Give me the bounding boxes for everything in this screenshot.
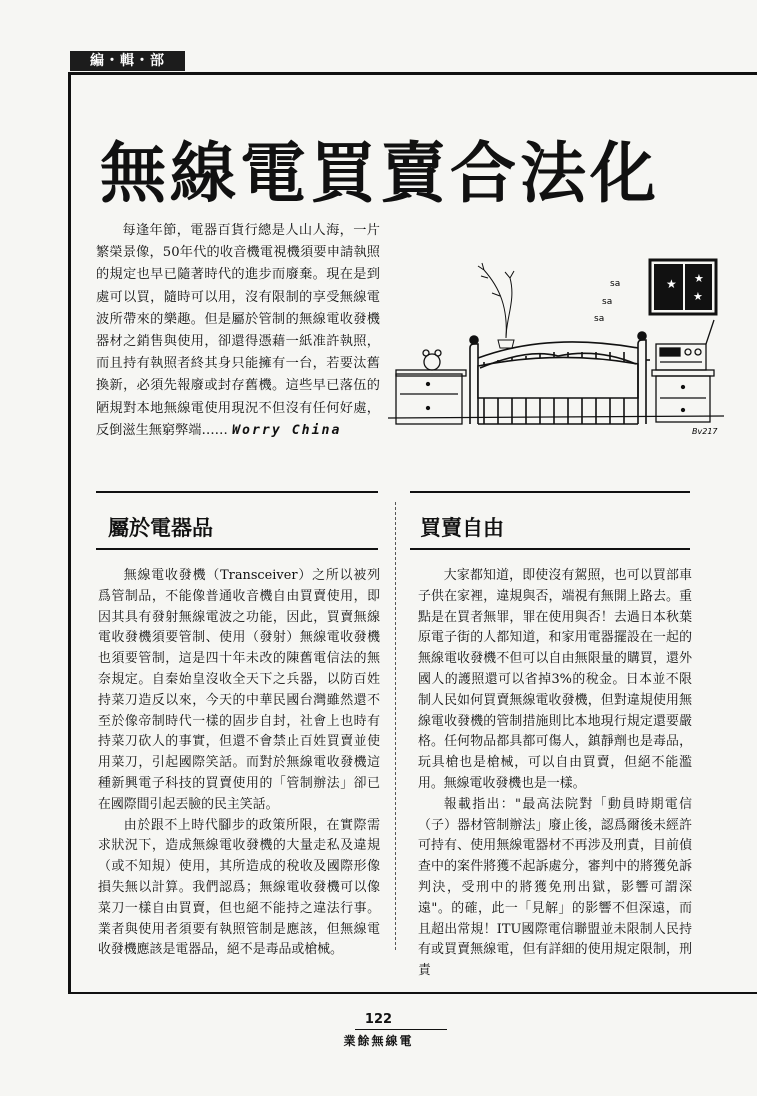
night-window xyxy=(650,260,716,314)
right-paragraph: 報載指出："最高法院對「動員時期電信（子）器材管制辦法」廢止後，認爲爾後未經許可持有、使用無線電器材不再涉及刑責，目前偵查中的案件將獲不起訴處分，審判中的將獲免訴判決，受刑中的將獲免刑出獄，影響可謂深遠"。的確，此一「見解」的影響不但深遠，而且超出常規！ITU國際電信聯盟並未限制人民持有或買賣無線電，但有詳細的使用規定限制，刑責 xyxy=(418,796,692,979)
column-divider xyxy=(395,502,397,950)
right-column-heading: 買賣自由 xyxy=(420,516,504,540)
svg-text:★: ★ xyxy=(694,272,704,285)
right-paragraph: 大家都知道，即使沒有駕照，也可以買部車子供在家裡，違規與否，端視有無開上路去。重點是在買者無罪，罪在使用與否！去過日本秋葉原電子街的人都知道，和家用電器擺設在一起的無線電收發機不但可以自由無限量的購買，還外國人的護照還可以省掉3%的稅金。日本並不限制人民如何買賣無線電收發機，但對違規使用無線電收發機的管制措施則比本地現行規定還要嚴格。任何物品都具都可傷人，鎮靜劑也是毒品，玩具槍也是槍械，可以自由買賣，但絕不能濫用。無線電收發機也是一樣。 xyxy=(418,568,692,791)
left-paragraph: 無線電收發機（Transceiver）之所以被列爲管制品，不能像普通收音機自由買賣使用，即因其具有發射無線電波之功能，因此，買賣無線電收發機須要管制、使用（發射）無線電收發機也須要管制，這是四十年未改的陳舊電信法的無奈規定。自秦始皇沒收全天下之兵器，以防百姓持菜刀造反以來，今天的中華民國台灣雖然還不至於像帝制時代一樣的固步自封，社會上也時有持菜刀砍人的事實，但還不會禁止百姓買賣並使用菜刀，引起國際笑話。而對於無線電收發機這種新興電子科技的買賣使用的「管制辦法」卻已在國際間引起丟臉的民主笑話。 xyxy=(98,568,380,812)
section-tab: 編・輯・部 xyxy=(70,51,185,71)
svg-text:★: ★ xyxy=(693,290,703,303)
page-number: 122 xyxy=(364,1012,393,1027)
footer-rule xyxy=(355,1029,447,1030)
right-heading-rule-bottom xyxy=(410,548,690,550)
bedroom-illustration xyxy=(388,248,724,438)
article-title: 無線電買賣合法化 xyxy=(100,135,660,212)
left-heading-rule-bottom xyxy=(96,548,378,550)
svg-text:★: ★ xyxy=(666,277,677,291)
intro-text: 每逢年節，電器百貨行總是人山人海，一片繁榮景像，50年代的收音機電視機須要申請執照的規定也早已隨著時代的進步而廢棄。現在是到處可以買，隨時可以用，沒有限制的享受無線電波所帶來的樂趣。但是屬於管制的無線電收發機器材之銷售與使用，卻還得憑藉一紙准許執照，而且持有執照者終其身只能擁有一台，若要汰舊換新，必須先報廢或封存舊機。這些早已落伍的陋規對本地無線電使用現況不但沒有任何好處，反倒滋生無窮弊端…… xyxy=(96,223,380,438)
intro-paragraph xyxy=(96,220,380,442)
snore-text: sa xyxy=(602,297,613,307)
nightstand-left xyxy=(396,350,466,424)
left-column-body xyxy=(98,566,380,961)
intro-signature: Worry China xyxy=(232,422,342,438)
left-paragraph: 由於跟不上時代腳步的政策所限，在實際需求狀況下，造成無線電收發機的大量走私及違規（或不知規）使用，其所造成的稅收及國際形像損失無以計算。我們認爲；無線電收發機可以像菜刀一樣自由買賣，但也絕不能持之違法行事。業者與使用者須要有執照管制是應該，但無線電收發機應該是電器品，絕不是毒品或槍械。 xyxy=(98,817,380,958)
artist-signature: Bv217 xyxy=(692,427,718,436)
radio-transceiver xyxy=(656,320,714,370)
magazine-name: 業餘無線電 xyxy=(343,1034,414,1048)
left-heading-rule-top xyxy=(96,491,378,493)
right-heading-rule-top xyxy=(410,491,690,493)
left-column-heading: 屬於電器品 xyxy=(108,516,213,540)
snore-text: sa xyxy=(594,314,605,324)
right-column-body xyxy=(418,566,692,982)
nightstand-right xyxy=(652,370,714,422)
plant xyxy=(478,263,514,348)
snore-marks xyxy=(594,279,620,324)
snore-text: sa xyxy=(610,279,621,289)
bed xyxy=(470,332,650,424)
